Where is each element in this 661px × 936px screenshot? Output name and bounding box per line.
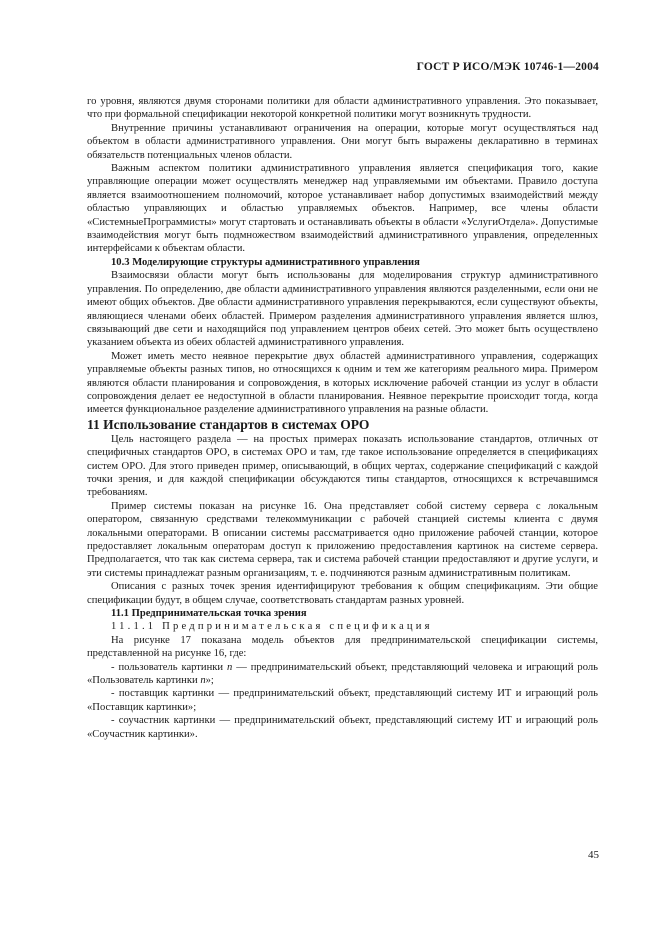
- paragraph: Взаимосвязи области могут быть использованы для моделирования структур административного управления. По определению, две области административного управления являются разделенными, если они не имеют общих объектов. Две области административного управления перекрываются, если существуют объекты, являющиеся членами обеих областей. Примером разделения административного управления является шлюз, связывающий две сети и находящийся под управлением центров обеих сетей. Это может быть осуществлено указанием объекта из обеих областей административного управления.: [87, 270, 598, 349]
- paragraph: На рисунке 17 показана модель объектов для предпринимательской спецификации системы, представленной на рисунке 16, где:: [87, 634, 598, 660]
- paragraph: го уровня, являются двумя сторонами политики для области административного управления. Это показывает, что при формальной спецификации некоторой конкретной политики могут возникнуть трудности.: [87, 96, 598, 121]
- page-body: [87, 95, 598, 741]
- paragraph: Может иметь место неявное перекрытие двух областей административного управления, содержащих управляемые объекты разных типов, но относящихся к одним и тем же категориям реального мира. Примером являются области планирования и сопровождения, в которых исключение рабочей станции из услуг в области сопровождения делает ее недоступной в области планирования. Неявное перекрытие происходит тогда, когда имеется функциональное разделение административного управления на разные области.: [87, 350, 598, 416]
- page-number: 45: [588, 849, 599, 861]
- paragraph: Цель настоящего раздела — на простых примерах показать использование стандартов, отличных от специфичных стандартов ОРО, в системах ОРО и там, где такое использование определяется в спецификациях систем ОРО. Для этого приведен пример, описывающий, в общих чертах, содержание спецификаций с каждой точки зрения, и для каждой спецификации обсуждаются типы стандартов, относящихся к встречавшимся требованиям.: [87, 433, 598, 499]
- list-item: - поставщик картинки — предпринимательский объект, представляющий систему ИТ и играющий роль «Поставщик картинки»;: [87, 688, 598, 713]
- list-item: - пользователь картинки n — предпринимательский объект, представляющий человека и играющий роль «Пользователь картинки n»;: [87, 661, 598, 687]
- paragraph: Важным аспектом политики административного управления является спецификация того, какие управляющие операции может осуществлять менеджер над управляемыми им объектами. Правило доступа является взаимоотношением полномочий, которое устанавливает набор допустимых взаимодействий между областью управляющих и областью управляемых объектов. Например, все члены области «СистемныеПрограммисты» могут стартовать и останавливать объекты в области «УслугиОтдела». Допустимые взаимодействия могут быть подмножеством взаимодействий административного управления, определенных интерфейсами к объектам области.: [87, 163, 598, 255]
- paragraph: Описания с разных точек зрения идентифицируют требования к общим спецификациям. Эти общие спецификации будут, в общем случае, соответствовать стандартам разных уровней.: [87, 581, 598, 606]
- subsection-heading-11-1: 11.1 Предпринимательская точка зрения: [111, 608, 307, 620]
- document-header: ГОСТ Р ИСО/МЭК 10746-1—2004: [416, 61, 599, 73]
- subsection-heading-10-3: 10.3 Моделирующие структуры административного управления: [111, 256, 420, 268]
- paragraph: Пример системы показан на рисунке 16. Она представляет собой систему сервера с локальным оператором, связанную средствами телекоммуникации с рабочей станцией системы клиента с двумя локальными операторами. В описании системы рассматривается одно приложение рабочей станции, которое предоставляет локальным операторам доступ к приложению предоставления картинок на системе сервера. Предполагается, что так как система сервера, так и система рабочей станции предоставляют и другие услуги, и эти системы принадлежат разным организациям, т. е. подчиняются разным административным политикам.: [87, 500, 598, 579]
- section-heading-11: 11 Использование стандартов в системах ОРО: [87, 416, 370, 432]
- paragraph: Внутренние причины устанавливают ограничения на операции, которые могут осуществляться над объектом в области административного управления. Они могут быть выражены декларативно в терминах обязательств потенциальных членов области.: [87, 122, 598, 161]
- subsubsection-heading-11-1-1: 11.1.1 Предпринимательская спецификация: [111, 621, 433, 633]
- list-item: - соучастник картинки — предпринимательский объект, представляющий систему ИТ и играющий роль «Соучастник картинки».: [87, 715, 598, 740]
